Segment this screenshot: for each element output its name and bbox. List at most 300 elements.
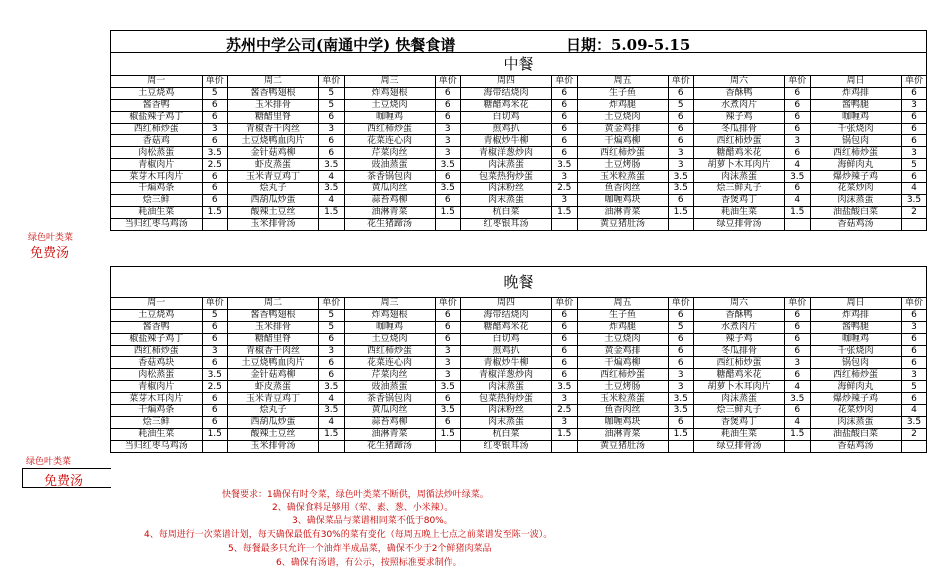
price-cell: 5 [202, 309, 228, 321]
dish-cell: 土豆烧肉 [577, 333, 668, 345]
price-cell: 3.5 [552, 381, 578, 393]
price-cell: 2.5 [202, 159, 228, 171]
price-cell: 6 [901, 333, 927, 345]
price-cell: 1.5 [552, 206, 578, 218]
price-cell: 6 [668, 194, 694, 206]
dish-cell: 海鲜肉丸 [810, 159, 901, 171]
price-cell: 3.5 [668, 171, 694, 183]
price-cell: 2 [901, 428, 927, 440]
price-cell: 6 [552, 99, 578, 111]
price-header: 单价 [785, 298, 811, 309]
price-cell: 3 [901, 99, 927, 111]
price-cell: 3.5 [319, 159, 345, 171]
price-cell: 6 [319, 333, 345, 345]
day-header: 周日 [810, 298, 901, 309]
dish-cell: 金针菇鸡柳 [228, 369, 319, 381]
dish-cell: 肉沫蒸蛋 [461, 381, 552, 393]
dish-cell: 炸鸡排 [810, 309, 901, 321]
dish-cell: 耗油生菜 [111, 428, 202, 440]
dish-cell: 玉米排骨汤 [228, 440, 319, 451]
dish-cell: 锅包肉 [810, 357, 901, 369]
price-cell [901, 218, 927, 229]
dish-cell: 当归红枣乌鸡汤 [111, 440, 202, 451]
price-cell: 6 [319, 357, 345, 369]
dish-cell: 西葫瓜炒蛋 [228, 194, 319, 206]
dish-cell: 酱香鸭 [111, 99, 202, 111]
dish-cell: 海带结烧肉 [461, 309, 552, 321]
dish-cell: 绿豆排骨汤 [694, 440, 785, 451]
price-cell: 6 [435, 393, 461, 405]
price-cell: 1.5 [785, 206, 811, 218]
dish-cell: 红枣银耳汤 [461, 218, 552, 229]
price-cell: 6 [785, 333, 811, 345]
dish-cell: 芹菜肉丝 [344, 147, 435, 159]
dish-cell: 冬瓜排骨 [694, 345, 785, 357]
price-cell: 3 [435, 357, 461, 369]
price-cell: 6 [202, 111, 228, 123]
dish-cell: 耗油生菜 [111, 206, 202, 218]
dish-cell: 炸鸡腿 [577, 321, 668, 333]
price-cell: 6 [435, 416, 461, 428]
price-cell: 4 [901, 183, 927, 195]
dish-cell: 香酥鸭 [694, 87, 785, 99]
dish-cell: 花菜炒肉 [810, 405, 901, 417]
dish-cell: 金针菇鸡柳 [228, 147, 319, 159]
dish-cell: 玉米排骨汤 [228, 218, 319, 229]
dish-cell: 油淋青菜 [344, 206, 435, 218]
dish-cell: 煎鸡扒 [461, 123, 552, 135]
dish-cell: 土豆烧鸭血肉片 [228, 357, 319, 369]
price-cell: 6 [552, 135, 578, 147]
price-cell [319, 218, 345, 229]
price-cell: 6 [785, 405, 811, 417]
price-cell: 3 [435, 369, 461, 381]
dish-cell: 香酥鸭 [694, 309, 785, 321]
price-cell [668, 440, 694, 451]
dish-cell: 肉末蒸蛋 [461, 194, 552, 206]
dish-cell: 肉沫蒸蛋 [810, 416, 901, 428]
dish-cell: 玉米粒蒸蛋 [577, 171, 668, 183]
dish-cell: 酱鸭腿 [810, 99, 901, 111]
price-cell: 3.5 [202, 147, 228, 159]
table-row [111, 135, 927, 147]
price-cell: 6 [319, 135, 345, 147]
dinner-table [111, 298, 927, 452]
price-cell: 6 [552, 309, 578, 321]
dish-cell: 玉米排骨 [228, 321, 319, 333]
dish-cell: 杭白菜 [461, 428, 552, 440]
dish-cell: 包菜热狗炒蛋 [461, 393, 552, 405]
dish-cell: 糖醋鸡米花 [694, 147, 785, 159]
dish-cell: 西红柿炒蛋 [694, 135, 785, 147]
price-cell: 6 [202, 171, 228, 183]
day-header: 周一 [111, 298, 202, 309]
price-cell: 3 [435, 123, 461, 135]
table-row [111, 206, 927, 218]
table-row [111, 309, 927, 321]
price-header: 单价 [552, 76, 578, 87]
price-cell: 3.5 [435, 159, 461, 171]
price-cell: 3 [668, 381, 694, 393]
dish-cell: 烩三鲜丸子 [694, 183, 785, 195]
dish-cell: 肉末蒸蛋 [461, 416, 552, 428]
dish-cell: 肉松蒸蛋 [111, 369, 202, 381]
price-cell: 6 [668, 87, 694, 99]
price-cell: 6 [202, 194, 228, 206]
price-cell: 3 [319, 345, 345, 357]
price-cell: 3.5 [552, 159, 578, 171]
dish-cell: 当归红枣乌鸡汤 [111, 218, 202, 229]
price-cell: 6 [785, 123, 811, 135]
dish-cell: 土豆烤肠 [577, 381, 668, 393]
price-cell: 3.5 [319, 183, 345, 195]
note-line: 3、确保菜品与菜谱相同菜不低于80%。 [292, 516, 453, 526]
dish-cell: 咖喱鸡 [344, 321, 435, 333]
price-cell: 6 [435, 111, 461, 123]
price-cell: 1.5 [319, 206, 345, 218]
price-cell: 3.5 [319, 405, 345, 417]
price-cell: 3 [668, 147, 694, 159]
price-header: 单价 [202, 298, 228, 309]
dish-cell: 肉松蒸蛋 [111, 147, 202, 159]
price-cell: 6 [552, 123, 578, 135]
dish-cell: 青椒香干肉丝 [228, 345, 319, 357]
lunch-green-veg-label: 绿色叶类菜 [28, 233, 74, 243]
table-row [111, 405, 927, 417]
price-cell: 3 [552, 393, 578, 405]
table-row [111, 440, 927, 451]
dish-cell: 黄瓜肉丝 [344, 183, 435, 195]
dish-cell: 青椒洋葱炒肉 [461, 369, 552, 381]
table-row [111, 393, 927, 405]
dish-cell: 酱鸭腿 [810, 321, 901, 333]
dish-cell: 茶香锅包肉 [344, 171, 435, 183]
price-cell: 6 [202, 135, 228, 147]
table-row [111, 428, 927, 440]
dish-cell: 黄瓜肉丝 [344, 405, 435, 417]
dish-cell: 豉油蒸蛋 [344, 159, 435, 171]
lunch-header-row [111, 76, 927, 87]
lunch-section [110, 52, 927, 231]
dish-cell: 海带结烧肉 [461, 87, 552, 99]
dish-cell: 黄金鸡排 [577, 123, 668, 135]
dish-cell: 咖喱鸡 [344, 111, 435, 123]
dish-cell: 椒盐辣子鸡丁 [111, 111, 202, 123]
price-header: 单价 [901, 76, 927, 87]
price-cell [435, 218, 461, 229]
dish-cell: 虾皮蒸蛋 [228, 159, 319, 171]
price-cell: 6 [552, 357, 578, 369]
dish-cell: 鱼香肉丝 [577, 183, 668, 195]
price-header: 单价 [319, 76, 345, 87]
table-row [111, 381, 927, 393]
price-cell: 4 [901, 405, 927, 417]
price-cell: 6 [202, 357, 228, 369]
price-cell: 6 [202, 333, 228, 345]
dish-cell: 烩三鲜丸子 [694, 405, 785, 417]
dish-cell: 咖喱鸡块 [577, 194, 668, 206]
day-header: 周二 [228, 298, 319, 309]
price-cell: 5 [319, 309, 345, 321]
dish-cell: 糖醋鸡米花 [461, 99, 552, 111]
dish-cell: 绿豆排骨汤 [694, 218, 785, 229]
price-cell: 3.5 [202, 369, 228, 381]
day-header: 周六 [694, 298, 785, 309]
dish-cell: 西红柿炒蛋 [694, 357, 785, 369]
table-row [111, 183, 927, 195]
day-header: 周四 [461, 298, 552, 309]
dish-cell: 青椒洋葱炒肉 [461, 147, 552, 159]
price-header: 单价 [435, 76, 461, 87]
dish-cell: 酱香鸭 [111, 321, 202, 333]
price-cell: 4 [785, 381, 811, 393]
dish-cell: 油淋青菜 [577, 428, 668, 440]
price-cell: 3.5 [785, 171, 811, 183]
price-cell: 3 [901, 147, 927, 159]
price-cell: 5 [202, 87, 228, 99]
title-row [110, 30, 927, 53]
price-cell [202, 440, 228, 451]
dish-cell: 玉米粒蒸蛋 [577, 393, 668, 405]
table-row [111, 147, 927, 159]
price-cell: 3 [901, 321, 927, 333]
dish-cell: 耗油生菜 [694, 428, 785, 440]
dish-cell: 油淋青菜 [344, 428, 435, 440]
price-cell [202, 218, 228, 229]
price-cell: 6 [552, 87, 578, 99]
dish-cell: 土豆烧鸡 [111, 87, 202, 99]
price-cell: 3 [668, 159, 694, 171]
dish-cell: 海鲜肉丸 [810, 381, 901, 393]
price-cell: 6 [785, 309, 811, 321]
price-cell: 6 [552, 345, 578, 357]
day-header: 周四 [461, 76, 552, 87]
dish-cell: 酱香鸭翅根 [228, 309, 319, 321]
price-cell: 6 [901, 135, 927, 147]
price-cell: 6 [435, 309, 461, 321]
price-cell: 6 [901, 111, 927, 123]
price-cell: 1.5 [435, 206, 461, 218]
price-cell: 6 [552, 147, 578, 159]
price-cell [668, 218, 694, 229]
dish-cell: 鱼香肉丝 [577, 405, 668, 417]
price-cell: 6 [785, 321, 811, 333]
dish-cell: 花生猪蹄汤 [344, 440, 435, 451]
price-cell [319, 440, 345, 451]
day-header: 周五 [577, 76, 668, 87]
dish-cell: 土豆烤肠 [577, 159, 668, 171]
dish-cell: 炸鸡腿 [577, 99, 668, 111]
dish-cell: 酱香鸭翅根 [228, 87, 319, 99]
price-cell: 2 [901, 206, 927, 218]
price-cell: 5 [901, 381, 927, 393]
price-cell: 4 [785, 159, 811, 171]
price-cell: 1.5 [552, 428, 578, 440]
dish-cell: 花菜炒肉 [810, 183, 901, 195]
dish-cell: 香菇鸡 [111, 135, 202, 147]
table-row [111, 171, 927, 183]
price-cell: 6 [901, 87, 927, 99]
table-row [111, 416, 927, 428]
price-cell: 6 [552, 333, 578, 345]
dish-cell: 肉沫蒸蛋 [461, 159, 552, 171]
price-cell: 3.5 [901, 194, 927, 206]
table-row [111, 123, 927, 135]
dish-cell: 肉沫蒸蛋 [694, 393, 785, 405]
dish-cell: 胡萝卜木耳肉片 [694, 159, 785, 171]
dish-cell: 虾皮蒸蛋 [228, 381, 319, 393]
dish-cell: 黄豆猪肚汤 [577, 440, 668, 451]
price-cell: 6 [202, 321, 228, 333]
dish-cell: 西红柿炒蛋 [810, 147, 901, 159]
price-cell: 6 [668, 111, 694, 123]
dish-cell: 椒盐辣子鸡丁 [111, 333, 202, 345]
price-cell: 3.5 [901, 416, 927, 428]
dish-cell: 咖喱鸡 [810, 333, 901, 345]
price-cell: 6 [668, 309, 694, 321]
price-cell: 6 [668, 416, 694, 428]
dish-cell: 杭白菜 [461, 206, 552, 218]
price-cell: 6 [785, 183, 811, 195]
price-cell: 6 [435, 171, 461, 183]
day-header: 周二 [228, 76, 319, 87]
day-header: 周三 [344, 76, 435, 87]
price-header: 单价 [785, 76, 811, 87]
price-cell: 3.5 [785, 393, 811, 405]
dish-cell: 豉油蒸蛋 [344, 381, 435, 393]
dish-cell: 青椒肉片 [111, 381, 202, 393]
dish-cell: 辣子鸡 [694, 111, 785, 123]
dish-cell: 油盐酸白菜 [810, 428, 901, 440]
price-cell: 6 [785, 147, 811, 159]
table-row [111, 333, 927, 345]
price-cell: 2.5 [202, 381, 228, 393]
price-cell: 6 [202, 183, 228, 195]
price-cell: 3.5 [435, 183, 461, 195]
dish-cell: 干煸鸡条 [111, 183, 202, 195]
dish-cell: 蒜苔鸡柳 [344, 194, 435, 206]
table-row [111, 159, 927, 171]
dish-cell: 干煸鸡柳 [577, 135, 668, 147]
price-cell: 3 [435, 147, 461, 159]
dinner-body [111, 298, 927, 452]
price-cell: 4 [785, 416, 811, 428]
price-cell: 3.5 [668, 393, 694, 405]
price-cell: 1.5 [202, 428, 228, 440]
dish-cell: 香菇鸡块 [111, 357, 202, 369]
price-header: 单价 [668, 298, 694, 309]
dish-cell: 千张烧肉 [810, 345, 901, 357]
day-header: 周一 [111, 76, 202, 87]
price-cell: 6 [319, 369, 345, 381]
dish-cell: 包菜热狗炒蛋 [461, 171, 552, 183]
price-cell: 3 [552, 416, 578, 428]
price-cell: 6 [785, 111, 811, 123]
dish-cell: 糖醋鸡米花 [694, 369, 785, 381]
dish-cell: 油盐酸白菜 [810, 206, 901, 218]
lunch-table [111, 76, 927, 230]
dish-cell: 辣子鸡 [694, 333, 785, 345]
table-row [111, 357, 927, 369]
price-cell: 5 [901, 159, 927, 171]
price-cell: 1.5 [668, 206, 694, 218]
date-range: 日期：5.09-5.15 [566, 36, 691, 54]
price-cell: 5 [668, 321, 694, 333]
price-cell: 3 [319, 123, 345, 135]
dish-cell: 黄金鸡排 [577, 345, 668, 357]
dish-cell: 蒜苔鸡柳 [344, 416, 435, 428]
dish-cell: 胡萝卜木耳肉片 [694, 381, 785, 393]
dinner-header-row [111, 298, 927, 309]
dish-cell: 香煲鸡丁 [694, 194, 785, 206]
price-cell: 1.5 [785, 428, 811, 440]
price-cell: 3 [552, 171, 578, 183]
dish-cell: 锅包肉 [810, 135, 901, 147]
price-cell: 4 [319, 393, 345, 405]
dish-cell: 西红柿炒蛋 [111, 123, 202, 135]
price-cell: 6 [202, 99, 228, 111]
price-cell: 3.5 [435, 405, 461, 417]
price-cell: 3 [202, 123, 228, 135]
table-row [111, 111, 927, 123]
note-line: 5、每餐最多只允许一个油炸半成品菜，确保不少于2个鲜猪肉菜品 [228, 544, 492, 554]
dish-cell: 玉米青豆鸡丁 [228, 171, 319, 183]
lunch-free-soup-label: 免费汤 [30, 246, 70, 261]
dish-cell: 生子鱼 [577, 309, 668, 321]
dinner-heading: 晚餐 [111, 267, 926, 298]
price-cell: 1.5 [668, 428, 694, 440]
table-row [111, 99, 927, 111]
dish-cell: 烩丸子 [228, 183, 319, 195]
dish-cell: 香煲鸡丁 [694, 416, 785, 428]
price-cell: 3 [435, 135, 461, 147]
dinner-free-soup-label: 免费汤 [44, 474, 84, 489]
dish-cell: 西红柿炒蛋 [810, 369, 901, 381]
price-cell: 6 [668, 357, 694, 369]
dish-cell: 茶香锅包肉 [344, 393, 435, 405]
dish-cell: 烩三鲜 [111, 416, 202, 428]
price-cell: 2.5 [552, 405, 578, 417]
note-line: 2、确保食料足够用（荤、素、葱、小米辣）。 [272, 503, 454, 513]
dish-cell: 青椒炒牛柳 [461, 357, 552, 369]
dish-cell: 黄豆猪肚汤 [577, 218, 668, 229]
price-cell: 6 [202, 405, 228, 417]
dish-cell: 花菜连心肉 [344, 135, 435, 147]
dish-cell: 糖醋里脊 [228, 333, 319, 345]
price-cell: 6 [901, 309, 927, 321]
dish-cell: 干煸鸡条 [111, 405, 202, 417]
dish-cell: 爆炒辣子鸡 [810, 171, 901, 183]
note-line: 4、每周进行一次菜谱计划，每天确保最低有30%的菜有变化（每周五晚上七点之前菜谱发至陈一波）。 [144, 530, 553, 540]
dish-cell: 青椒炒牛柳 [461, 135, 552, 147]
price-cell: 3 [901, 369, 927, 381]
dish-cell: 肉沫蒸蛋 [810, 194, 901, 206]
dish-cell: 西红柿炒蛋 [577, 369, 668, 381]
price-cell: 1.5 [435, 428, 461, 440]
dish-cell: 玉米排骨 [228, 99, 319, 111]
price-cell: 3 [552, 194, 578, 206]
price-cell: 6 [901, 123, 927, 135]
dish-cell: 冬瓜排骨 [694, 123, 785, 135]
dish-cell: 西红柿炒蛋 [344, 123, 435, 135]
price-cell [435, 440, 461, 451]
dish-cell: 西红柿炒蛋 [111, 345, 202, 357]
table-row [111, 218, 927, 229]
dish-cell: 香菇鸡汤 [810, 218, 901, 229]
price-cell: 6 [785, 99, 811, 111]
price-cell: 3.5 [668, 405, 694, 417]
table-row [111, 321, 927, 333]
